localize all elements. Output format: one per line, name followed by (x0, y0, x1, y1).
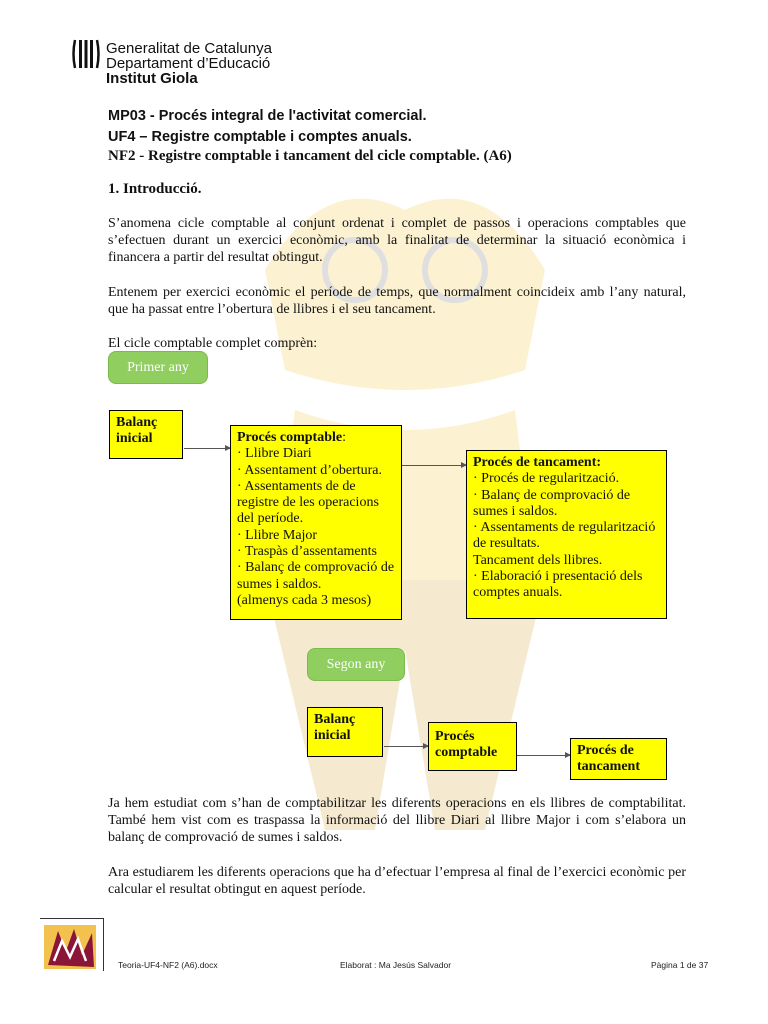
proces-tancament-box (466, 450, 667, 619)
proces-item: · Llibre Diari (237, 446, 312, 462)
proces-tancament-box-2 (570, 738, 667, 780)
paragraph-comprén: El cicle comptable complet comprèn: (108, 336, 318, 351)
proces-comptable-title: Procés comptable (237, 430, 343, 445)
proces-item: (almenys cada 3 mesos) (237, 592, 372, 608)
arrow-proces-to-tancament-2 (517, 755, 570, 756)
balanc-inicial-text-2: Balanç inicial (314, 712, 356, 744)
footer-logo-frame (40, 918, 104, 971)
second-year-label: Segon any (307, 648, 405, 681)
proces-comptable-box (230, 425, 402, 620)
proces-item: · Llibre Major (237, 527, 318, 543)
proces-tancament-title: Procés de tancament: (473, 455, 602, 470)
proces-comptable-text-2: Procés comptable (435, 729, 498, 761)
org-name-line1: Generalitat de Catalunya (106, 40, 272, 57)
footer-page-number: Pàgina 1 de 37 (651, 960, 709, 970)
org-name-line2: Departament d’Educació (106, 55, 271, 72)
balanc-inicial-text: Balanç inicial (116, 415, 158, 447)
arrow-proces-to-tancament (402, 465, 466, 466)
balanc-inicial-box-2 (307, 707, 383, 757)
institut-giola-logo-icon (44, 921, 100, 971)
tancament-item: Tancament dels llibres. (473, 552, 603, 568)
module-heading: MP03 - Procés integral de l'activitat comercial. (108, 108, 427, 124)
paragraph-exercici: Entenem per exercici econòmic el període de temps, que normalment coincideix amb l’any natural, que ha passat entre l’obertura de llibres i el seu tancament. (108, 285, 686, 317)
nf-heading: NF2 - Registre comptable i tancament del cicle comptable. (A6) (108, 148, 512, 164)
paragraph-cicle: S’anomena cicle comptable al conjunt ordenat i complet de passos i operacions comptables que s’efectuen durant un exercici econòmic, amb la finalitat de determinar la situació econòmica i financera a partir del resultat obtingut. (108, 216, 686, 265)
proces-item: · Assentaments de de registre de les operacions del període. (237, 478, 379, 527)
first-year-label: Primer any (108, 351, 208, 384)
tancament-item: · Procés de regularització. (473, 471, 620, 487)
paragraph-estudiarem: Ara estudiarem les diferents operacions que ha d’efectuar l’empresa al final de l’exercici econòmic per calcular el resultat obtingut en aquest període. (108, 865, 686, 897)
tancament-item: · Assentaments de regularització de resultats. (473, 520, 656, 552)
proces-tancament-text-2: Procés de tancament (577, 743, 640, 775)
proces-comptable-colon: : (342, 430, 346, 445)
footer-filename: Teoria-UF4-NF2 (A6).docx (118, 960, 218, 970)
footer-author: Elaborat : Ma Jesús Salvador (340, 960, 452, 970)
section-heading: 1. Introducció. (108, 181, 202, 197)
proces-item: · Traspàs d’assentaments (237, 544, 377, 560)
proces-item: · Assentament d’obertura. (237, 462, 383, 478)
tancament-item: · Elaboració i presentació dels comptes anuals. (473, 569, 643, 601)
generalitat-logo-icon (72, 38, 100, 70)
arrow-balanc-to-proces (184, 448, 230, 449)
proces-item: · Balanç de comprovació de sumes i saldos. (237, 560, 395, 592)
tancament-item: · Balanç de comprovació de sumes i saldos. (473, 487, 631, 519)
balanc-inicial-box (109, 410, 183, 459)
proces-comptable-box-2 (428, 722, 517, 771)
unit-heading: UF4 – Registre comptable i comptes anuals. (108, 129, 412, 145)
school-name: Institut Giola (106, 70, 198, 87)
paragraph-estudiat: Ja hem estudiat com s’han de comptabilitzar les diferents operacions en els llibres de comptabilitat. També hem vist com es traspassa la informació del llibre Diari al llibre Major i com s’elabora un balanç de comprovació de sumes i saldos. (108, 796, 686, 845)
arrow-balanc-to-proces-2 (384, 746, 428, 747)
